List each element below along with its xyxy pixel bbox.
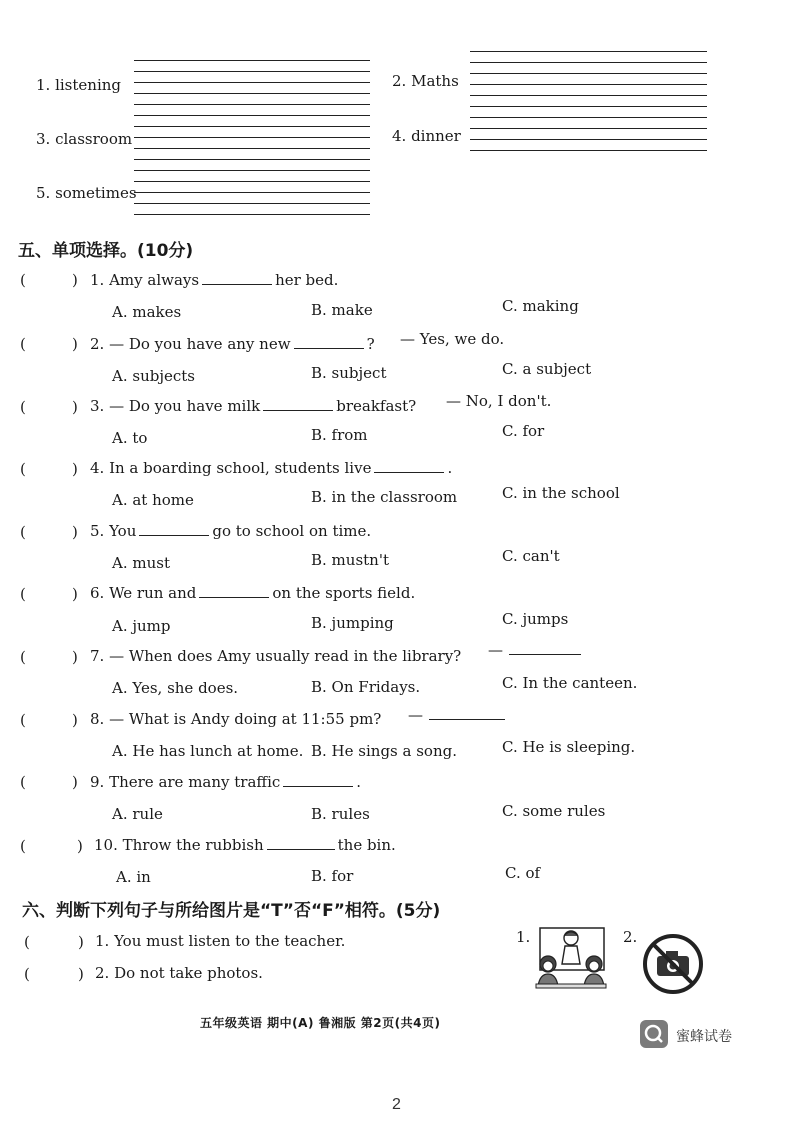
- page-number: 2: [392, 1096, 401, 1113]
- question-2: [90, 335, 375, 353]
- write-line: [134, 170, 370, 171]
- answer-paren-open: (: [24, 965, 30, 983]
- option-c: C. In the canteen.: [502, 674, 638, 692]
- teacher-students-picture: [532, 924, 610, 992]
- answer-paren-open: (: [20, 271, 26, 289]
- option-c: C. of: [505, 864, 541, 882]
- answer-paren-open: (: [20, 648, 26, 666]
- option-a: A. must: [112, 554, 170, 572]
- question-text-end: her bed.: [275, 271, 339, 289]
- write-line: [470, 139, 707, 140]
- write-line: [470, 51, 707, 52]
- option-b: B. On Fridays.: [311, 678, 421, 696]
- write-line: [134, 71, 370, 72]
- answer-blank: [139, 534, 209, 536]
- judge-item-1: 1. You must listen to the teacher.: [95, 932, 346, 950]
- answer-paren-close: ): [77, 837, 83, 855]
- question-10: [94, 836, 396, 854]
- write-line: [134, 126, 370, 127]
- question-text-end: the bin.: [337, 836, 396, 854]
- word-label-4: 4. dinner: [392, 127, 461, 145]
- option-c: C. He is sleeping.: [502, 738, 636, 756]
- brand-q-icon: [640, 1020, 668, 1048]
- question-6: [90, 584, 415, 602]
- option-b: B. make: [311, 301, 373, 319]
- option-a: A. He has lunch at home.: [112, 742, 304, 760]
- brand-logo-icon: [640, 1020, 668, 1048]
- section-5-title: 五、单项选择。(10分): [18, 241, 194, 261]
- question-text: 6. We run and: [90, 584, 197, 602]
- write-line: [134, 82, 370, 83]
- answer-paren-close: ): [72, 648, 78, 666]
- question-1: [90, 271, 338, 289]
- write-line: [134, 137, 370, 138]
- question-4: [90, 459, 452, 477]
- option-b: B. subject: [311, 364, 387, 382]
- write-line: [134, 159, 370, 160]
- question-text: 2. — Do you have any new: [90, 335, 291, 353]
- write-line: [470, 128, 707, 129]
- write-line: [134, 148, 370, 149]
- question-text: 1. Amy always: [90, 271, 200, 289]
- question-8-reply: [408, 706, 508, 724]
- answer-paren-open: (: [20, 335, 26, 353]
- answer-paren-open: (: [20, 585, 26, 603]
- option-b: B. in the classroom: [311, 488, 458, 506]
- judge-item-2: 2. Do not take photos.: [95, 964, 263, 982]
- question-text-end: go to school on time.: [212, 522, 372, 540]
- answer-paren-open: (: [20, 398, 26, 416]
- answer-paren-close: ): [72, 711, 78, 729]
- page-footer: 五年级英语 期中(A) 鲁湘版 第2页(共4页): [200, 1016, 441, 1030]
- option-c: C. in the school: [502, 484, 620, 502]
- question-3-reply: — No, I don't.: [446, 392, 552, 410]
- answer-paren-open: (: [20, 837, 26, 855]
- brand-name: 蜜蜂试卷: [676, 1029, 732, 1045]
- question-text-end: .: [356, 773, 362, 791]
- write-line: [470, 117, 707, 118]
- question-text: 9. There are many traffic: [90, 773, 281, 791]
- reply-dash: —: [408, 706, 423, 724]
- question-text: 5. You: [90, 522, 137, 540]
- question-text: 10. Throw the rubbish: [94, 836, 264, 854]
- write-line: [134, 203, 370, 204]
- answer-blank: [283, 785, 353, 787]
- option-c: C. jumps: [502, 610, 569, 628]
- option-a: A. makes: [112, 303, 182, 321]
- write-line: [134, 181, 370, 182]
- picture-label-1: 1.: [516, 928, 531, 946]
- answer-paren-close: ): [72, 773, 78, 791]
- option-c: C. making: [502, 297, 579, 315]
- write-line: [134, 115, 370, 116]
- answer-paren-close: ): [72, 523, 78, 541]
- answer-paren-close: ): [72, 398, 78, 416]
- question-2-reply: — Yes, we do.: [400, 330, 505, 348]
- write-line: [470, 62, 707, 63]
- word-label-5: 5. sometimes: [36, 184, 137, 202]
- answer-paren-close: ): [78, 933, 84, 951]
- question-3: [90, 397, 416, 415]
- question-text: 3. — Do you have milk: [90, 397, 261, 415]
- question-text-end: on the sports field.: [272, 584, 416, 602]
- write-line: [470, 84, 707, 85]
- word-label-1: 1. listening: [36, 76, 121, 94]
- word-label-3: 3. classroom: [36, 130, 133, 148]
- write-line: [470, 150, 707, 151]
- answer-paren-open: (: [24, 933, 30, 951]
- option-a: A. in: [116, 868, 151, 886]
- answer-paren-close: ): [72, 335, 78, 353]
- option-b: B. rules: [311, 805, 370, 823]
- question-text-end: ?: [366, 335, 375, 353]
- option-a: A. at home: [112, 491, 194, 509]
- option-a: A. to: [112, 429, 148, 447]
- no-camera-icon: [642, 933, 704, 995]
- option-c: C. a subject: [502, 360, 592, 378]
- option-a: A. Yes, she does.: [112, 679, 239, 697]
- option-a: A. rule: [112, 805, 163, 823]
- write-line: [134, 93, 370, 94]
- question-9: [90, 773, 361, 791]
- picture-label-2: 2.: [623, 928, 638, 946]
- write-line: [470, 106, 707, 107]
- answer-paren-close: ): [72, 585, 78, 603]
- question-8: 8. — What is Andy doing at 11:55 pm?: [90, 710, 382, 728]
- answer-paren-open: (: [20, 523, 26, 541]
- option-b: B. from: [311, 426, 368, 444]
- answer-blank: [199, 596, 269, 598]
- option-c: C. can't: [502, 547, 560, 565]
- write-line: [134, 60, 370, 61]
- answer-paren-open: (: [20, 460, 26, 478]
- question-text-end: .: [447, 459, 453, 477]
- reply-dash: —: [488, 641, 503, 659]
- option-c: C. for: [502, 422, 545, 440]
- answer-paren-close: ): [78, 965, 84, 983]
- option-b: B. mustn't: [311, 551, 389, 569]
- question-7-reply: [488, 641, 584, 659]
- answer-blank: [202, 283, 272, 285]
- answer-blank: [429, 718, 505, 720]
- word-label-2: 2. Maths: [392, 72, 459, 90]
- answer-paren-close: ): [72, 271, 78, 289]
- answer-paren-close: ): [72, 460, 78, 478]
- question-7: 7. — When does Amy usually read in the library?: [90, 647, 462, 665]
- write-line: [134, 104, 370, 105]
- option-b: B. jumping: [311, 614, 394, 632]
- answer-blank: [294, 347, 364, 349]
- option-a: A. jump: [112, 617, 171, 635]
- option-a: A. subjects: [112, 367, 195, 385]
- write-line: [134, 192, 370, 193]
- answer-paren-open: (: [20, 711, 26, 729]
- question-text-end: breakfast?: [336, 397, 417, 415]
- answer-blank: [263, 409, 333, 411]
- write-line: [134, 214, 370, 215]
- answer-blank: [509, 653, 581, 655]
- write-line: [470, 95, 707, 96]
- answer-blank: [267, 848, 335, 850]
- option-c: C. some rules: [502, 802, 606, 820]
- answer-paren-open: (: [20, 773, 26, 791]
- option-b: B. He sings a song.: [311, 742, 457, 760]
- question-5: [90, 522, 371, 540]
- option-b: B. for: [311, 867, 354, 885]
- section-6-title: 六、判断下列句子与所给图片是“T”否“F”相符。(5分): [22, 901, 441, 921]
- answer-blank: [374, 471, 444, 473]
- write-line: [470, 73, 707, 74]
- question-text: 4. In a boarding school, students live: [90, 459, 372, 477]
